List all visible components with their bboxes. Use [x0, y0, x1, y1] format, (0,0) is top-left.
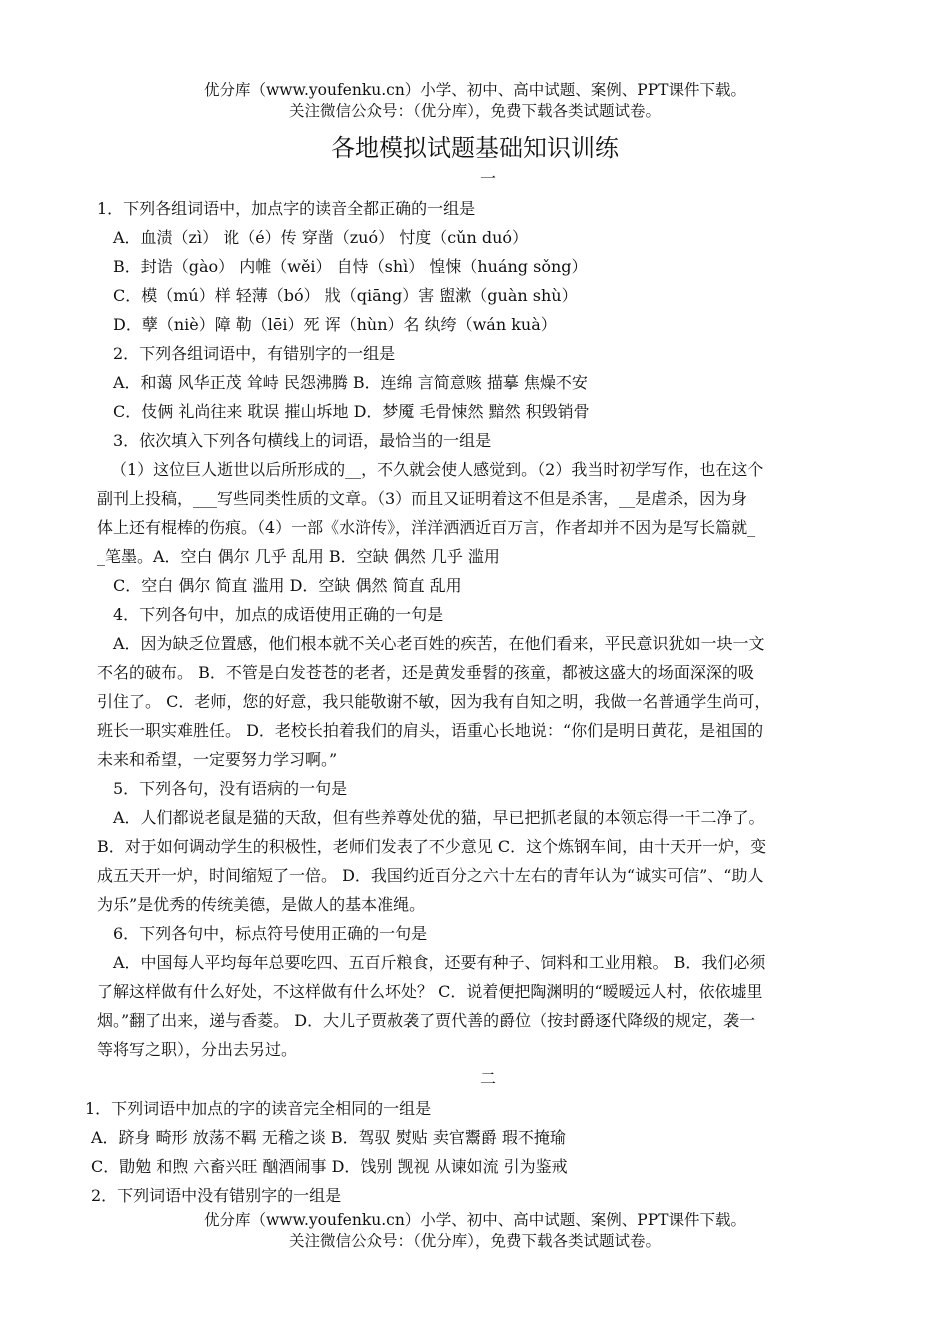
- question-5-stem: 5．下列各句，没有语病的一句是: [113, 779, 348, 798]
- question-6-text-line: 了解这样做有什么好处，不这样做有什么坏处？ C．说着便把陶渊明的“暧暧远人村，依依墟里: [97, 982, 763, 1001]
- question-6-text-line: 烟。”翻了出来，递与香菱。 D．大儿子贾赦袭了贾代善的爵位（按封爵逐代降级的规定，袭一: [97, 1011, 756, 1030]
- question-3-text-line: 副刊上投稿，___写些同类性质的文章。（3）而且又证明着这不但是杀害，__是虐杀，因为身: [97, 489, 748, 508]
- question-4-stem: 4．下列各句中，加点的成语使用正确的一句是: [113, 605, 444, 624]
- question-3-text-line: （1）这位巨人逝世以后所形成的__，不久就会使人感觉到。（2）我当时初学写作，也在这个: [111, 460, 764, 479]
- question-4-text-line: 引住了。 C．老师，您的好意，我只能敬谢不敏，因为我有自知之明，我做一名普通学生尚可，: [97, 692, 771, 711]
- question-4-text-line: 不名的破布。 B．不管是白发苍苍的老者，还是黄发垂髫的孩童，都被这盛大的场面深深的吸: [97, 663, 754, 682]
- s2-question-1-options-ab: A．跻身 畸形 放荡不羁 无稽之谈 B．驾驭 熨贴 卖官鬻爵 瑕不掩瑜: [91, 1128, 566, 1147]
- question-5-text-line: B．对于如何调动学生的积极性，老师们发表了不少意见 C．这个炼钢车间，由十天开一炉，变: [97, 837, 767, 856]
- section-1: [97, 194, 879, 1064]
- header-line-2: 关注微信公众号：（优分库），免费下载各类试题试卷。: [288, 102, 661, 120]
- question-1-option-a: A．血渍（zì） 讹（é）传 穿凿（zuó） 忖度（cǔn duó）: [113, 228, 529, 247]
- question-6-stem: 6．下列各句中，标点符号使用正确的一句是: [113, 924, 428, 943]
- question-1-option-c: C．模（mú）样 轻薄（bó） 戕（qiāng）害 盥漱（guàn shù）: [113, 286, 578, 305]
- footer-line-2: 关注微信公众号：（优分库），免费下载各类试题试卷。: [288, 1232, 661, 1250]
- question-5-text-line: 为乐”是优秀的传统美德，是做人的基本准绳。: [97, 895, 426, 914]
- question-3-text-line: _笔墨。A．空白 偶尔 几乎 乱用 B．空缺 偶然 几乎 滥用: [97, 547, 500, 566]
- header-line-1: 优分库（www.youfenku.cn）小学、初中、高中试题、案例、PPT课件下载。: [203, 81, 747, 99]
- document-title: 各地模拟试题基础知识训练: [331, 134, 619, 162]
- page-footer: [0, 1210, 950, 1252]
- question-2-stem: 2．下列各组词语中，有错别字的一组是: [113, 344, 396, 363]
- s2-question-1-stem: 1．下列词语中加点的字的读音完全相同的一组是: [85, 1099, 432, 1118]
- question-3-options-cd: C．空白 偶尔 简直 滥用 D．空缺 偶然 简直 乱用: [113, 576, 462, 595]
- question-3-text-line: 体上还有棍棒的伤痕。（4）一部《水浒传》，洋洋洒洒近百万言，作者却并不因为是写长篇就_: [97, 518, 756, 537]
- page-header: [0, 80, 950, 122]
- section-2: [85, 1094, 879, 1210]
- question-1-option-d: D．孽（niè）障 勒（lēi）死 诨（hùn）名 纨绔（wán kuà）: [113, 315, 557, 334]
- question-5-text-line: 成五天开一炉，时间缩短了一倍。 D．我国约近百分之六十左右的青年认为“诚实可信”、“助人: [97, 866, 764, 885]
- s2-question-2-stem: 2．下列词语中没有错别字的一组是: [91, 1186, 342, 1205]
- question-4-text-line: 未来和希望，一定要努力学习啊。”: [97, 750, 338, 769]
- question-6-text-line: A．中国每人平均每年总要吃四、五百斤粮食，还要有种子、饲料和工业用粮。 B．我们必须: [113, 953, 766, 972]
- document-body: [85, 164, 879, 1210]
- footer-line-1: 优分库（www.youfenku.cn）小学、初中、高中试题、案例、PPT课件下载。: [203, 1211, 747, 1229]
- question-5-text-line: A．人们都说老鼠是猫的天敌，但有些养尊处优的猫，早已把抓老鼠的本领忘得一干二净了。: [113, 808, 765, 827]
- section-2-heading: 二: [479, 1069, 496, 1088]
- s2-question-1-options-cd: C．勖勉 和煦 六畜兴旺 酗酒闹事 D．饯别 觊视 从谏如流 引为鉴戒: [91, 1157, 568, 1176]
- question-4-text-line: 班长一职实难胜任。 D．老校长拍着我们的肩头，语重心长地说：“你们是明日黄花，是祖国的: [97, 721, 764, 740]
- question-2-options-cd: C．伎俩 礼尚往来 耽误 摧山坼地 D．梦魇 毛骨悚然 黯然 积毁销骨: [113, 402, 590, 421]
- question-3-stem: 3．依次填入下列各句横线上的词语，最恰当的一组是: [113, 431, 492, 450]
- question-4-text-line: A．因为缺乏位置感，他们根本就不关心老百姓的疾苦，在他们看来，平民意识犹如一块一文: [113, 634, 765, 653]
- question-1-stem: 1．下列各组词语中，加点字的读音全都正确的一组是: [97, 199, 476, 218]
- question-1-option-b: B．封诰（gào） 内帷（wěi） 自恃（shì） 惶悚（huáng sǒng）: [113, 257, 588, 276]
- question-2-options-ab: A．和蔼 风华正茂 耸峙 民怨沸腾 B．连绵 言简意赅 描摹 焦燥不安: [113, 373, 588, 392]
- question-6-text-line: 等将写之职），分出去另过。: [97, 1040, 298, 1059]
- section-1-heading: 一: [479, 169, 496, 188]
